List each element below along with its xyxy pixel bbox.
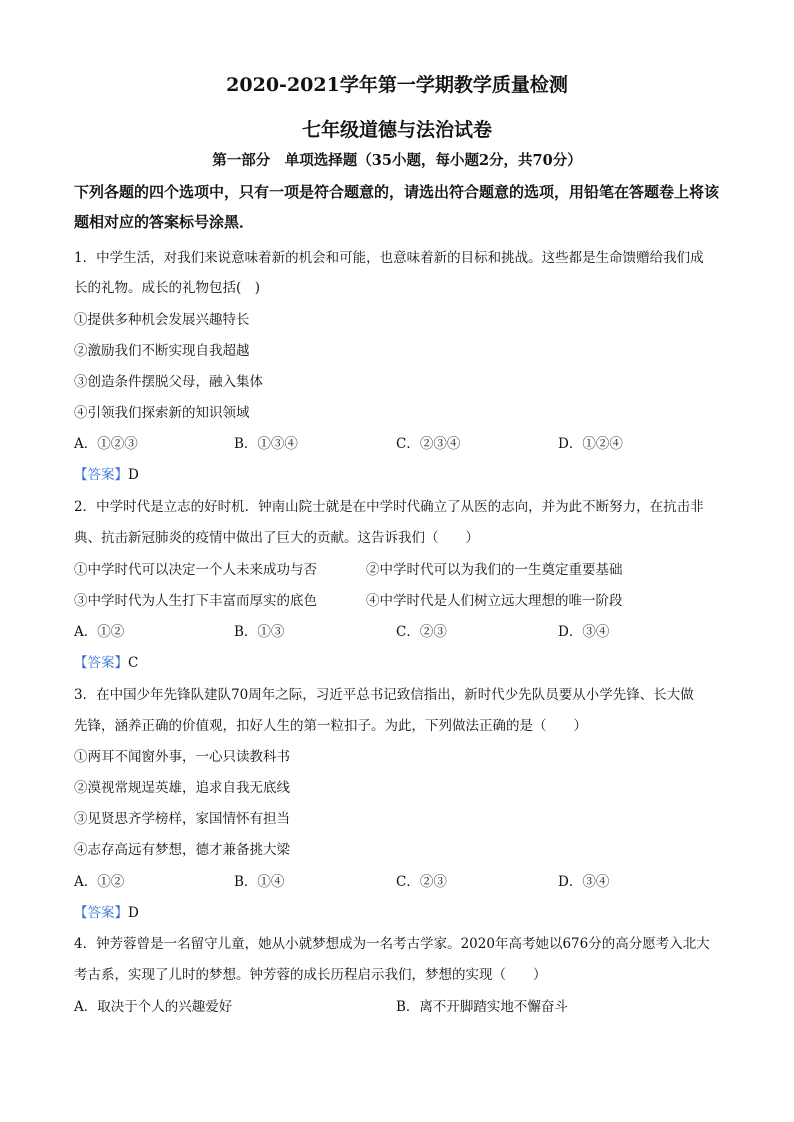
q3-answer	[74, 901, 139, 921]
q1-statement-3: ③创造条件摆脱父母，融入集体	[74, 374, 263, 390]
q2-option-c: C．②③	[396, 624, 447, 640]
q3-stem-line1: 3．在中国少年先锋队建队70周年之际，习近平总书记致信指出，新时代少先队员要从小学先锋、长大做	[74, 687, 694, 703]
q2-option-d: D．③④	[558, 624, 610, 640]
q3-answer-value: D	[128, 905, 139, 921]
q4-option-a: A．取决于个人的兴趣爱好	[74, 999, 233, 1015]
q3-option-a: A．①②	[74, 874, 125, 890]
q2-stem-line1: 2．中学时代是立志的好时机．钟南山院士就是在中学时代确立了从医的志向，并为此不断努力，在抗击非	[74, 499, 704, 515]
q3-statement-4: ④志存高远有梦想，德才兼备挑大梁	[74, 842, 290, 858]
q2-statement-3: ③中学时代为人生打下丰富而厚实的底色	[74, 593, 317, 609]
q1-option-b: B．①③④	[234, 436, 298, 452]
q1-stem-line1: 1．中学生活，对我们来说意味着新的机会和可能，也意味着新的目标和挑战。这些都是生命馈赠给我们成	[74, 250, 704, 266]
q1-stem-line2: 长的礼物。成长的礼物包括( )	[74, 280, 261, 296]
q2-statement-2: ②中学时代可以为我们的一生奠定重要基础	[366, 562, 623, 578]
q2-statement-1: ①中学时代可以决定一个人未来成功与否	[74, 562, 317, 578]
q2-option-a: A．①②	[74, 624, 125, 640]
q1-option-a: A．①②③	[74, 436, 138, 452]
q4-stem-line2: 考古系，实现了儿时的梦想。钟芳蓉的成长历程启示我们，梦想的实现（ ）	[74, 967, 547, 983]
answer-label: 【答案】	[74, 905, 128, 921]
answer-label: 【答案】	[74, 467, 128, 483]
q1-statement-2: ②激励我们不断实现自我超越	[74, 343, 250, 359]
q1-option-c: C．②③④	[396, 436, 461, 452]
q1-answer-value: D	[128, 467, 139, 483]
q2-answer-value: C	[128, 655, 139, 671]
q1-statement-1: ①提供多种机会发展兴趣特长	[74, 312, 250, 328]
q3-option-d: D．③④	[558, 874, 610, 890]
section-heading: 第一部分 单项选择题（35小题，每小题2分，共70分）	[212, 152, 582, 169]
exam-subtitle: 七年级道德与法治试卷	[301, 119, 492, 141]
q4-option-b: B．离不开脚踏实地不懈奋斗	[396, 999, 568, 1015]
q1-statement-4: ④引领我们探索新的知识领域	[74, 405, 250, 421]
q1-option-d: D．①②④	[558, 436, 623, 452]
q2-statement-4: ④中学时代是人们树立远大理想的唯一阶段	[366, 593, 623, 609]
answer-label: 【答案】	[74, 655, 128, 671]
q3-option-c: C．②③	[396, 874, 447, 890]
q3-statement-3: ③见贤思齐学榜样，家国情怀有担当	[74, 811, 290, 827]
q1-answer	[74, 463, 139, 483]
q2-stem-line2: 典、抗击新冠肺炎的疫情中做出了巨大的贡献。这告诉我们（ ）	[74, 530, 479, 546]
instructions: 下列各题的四个选项中，只有一项是符合题意的，请选出符合题意的选项，用铅笔在答题卷上将该题相对应的答案标号涂黑．	[74, 183, 720, 231]
q2-option-b: B．①③	[234, 624, 285, 640]
exam-title: 2020-2021学年第一学期教学质量检测	[226, 74, 568, 96]
q3-statement-2: ②漠视常规逞英雄，追求自我无底线	[74, 780, 290, 796]
q4-stem-line1: 4．钟芳蓉曾是一名留守儿童，她从小就梦想成为一名考古学家。2020年高考她以676分的高分愿考入北大	[74, 936, 710, 952]
q2-answer	[74, 651, 138, 671]
q3-stem-line2: 先锋，涵养正确的价值观，扣好人生的第一粒扣子。为此，下列做法正确的是（ ）	[74, 718, 587, 734]
q3-statement-1: ①两耳不闻窗外事，一心只读教科书	[74, 749, 290, 765]
q3-option-b: B．①④	[234, 874, 285, 890]
